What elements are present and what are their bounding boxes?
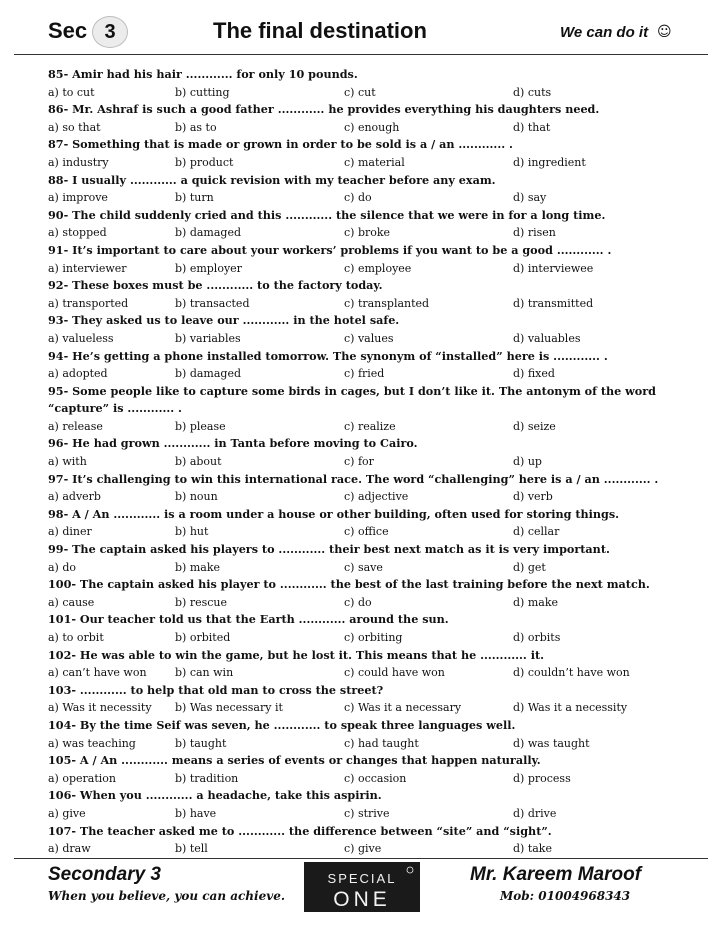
answer-option: a) can’t have won: [48, 666, 147, 680]
answer-option: a) release: [48, 419, 103, 433]
question-item: [48, 647, 688, 682]
motto-text: We can do it: [560, 24, 649, 41]
question-item: [48, 242, 688, 277]
page-title: The final destination: [213, 18, 427, 43]
answer-option: c) adjective: [344, 490, 409, 504]
answer-option: b) cutting: [175, 85, 230, 99]
answer-option: a) transported: [48, 296, 129, 310]
section-label: Sec: [48, 18, 88, 43]
question-text: 87- Something that is made or grown in order to be sold is a / an ............ .: [48, 137, 513, 152]
answer-option: b) transacted: [175, 296, 250, 310]
answer-option: d) was taught: [513, 736, 590, 750]
answer-options: [48, 805, 688, 823]
answer-options: [48, 418, 688, 436]
answer-option: c) employee: [344, 261, 412, 275]
answer-option: b) damaged: [175, 367, 242, 381]
answer-option: d) Was it a necessity: [513, 701, 628, 715]
answer-option: c) orbiting: [344, 631, 403, 644]
question-item: [48, 312, 688, 347]
question-item: [48, 101, 688, 136]
answer-option: d) take: [513, 842, 552, 856]
page-header: [0, 0, 720, 56]
answer-option: b) about: [175, 455, 222, 469]
answer-options: [48, 295, 688, 313]
answer-option: b) please: [175, 419, 226, 433]
answer-option: c) could have won: [344, 666, 445, 680]
answer-option: c) values: [344, 331, 394, 345]
question-text: 95- Some people like to capture some birds in cages, but I don’t like it. The antonym of the word “capture” is ............ .: [48, 383, 656, 416]
question-text: 92- These boxes must be ............ to the factory today.: [48, 278, 383, 293]
answer-option: d) risen: [513, 226, 556, 240]
answer-option: b) noun: [175, 490, 218, 504]
answer-option: a) improve: [48, 191, 108, 205]
question-text: 90- The child suddenly cried and this ............ the silence that we were in for a long time.: [48, 207, 606, 222]
answer-option: d) make: [513, 595, 558, 609]
answer-option: b) variables: [175, 331, 241, 345]
answer-options: [48, 189, 688, 207]
answer-option: a) industry: [48, 155, 109, 169]
answer-option: b) employer: [175, 261, 242, 275]
question-text: 86- Mr. Ashraf is such a good father ............ he provides everything his daughters need.: [48, 102, 600, 117]
answer-option: c) material: [344, 155, 405, 169]
answer-option: b) make: [175, 560, 220, 574]
question-item: [48, 66, 688, 101]
answer-option: c) for: [344, 455, 374, 469]
special-one-logo: [304, 862, 420, 912]
answer-options: [48, 84, 688, 102]
answer-option: a) diner: [48, 525, 92, 539]
answer-option: a) with: [48, 455, 87, 469]
question-text: 97- It’s challenging to win this international race. The word “challenging” here is a / an ............ .: [48, 471, 659, 486]
answer-option: b) tradition: [175, 771, 239, 785]
answer-option: a) so that: [48, 120, 101, 134]
question-item: [48, 752, 688, 787]
answer-option: a) to cut: [48, 85, 95, 99]
answer-options: [48, 330, 688, 348]
question-item: [48, 207, 688, 242]
answer-options: [48, 594, 688, 612]
answer-option: b) Was necessary it: [175, 701, 283, 715]
teacher-phone: Mob: 01004968343: [500, 889, 631, 903]
footer-grade: Secondary 3: [48, 864, 161, 885]
logo-text-bottom: ONE: [333, 888, 391, 911]
answer-options: [48, 365, 688, 383]
question-item: [48, 136, 688, 171]
question-item: [48, 787, 688, 822]
answer-option: b) taught: [175, 736, 227, 750]
answer-option: b) have: [175, 806, 217, 820]
answer-option: c) give: [344, 842, 382, 856]
answer-option: c) strive: [344, 806, 390, 820]
question-item: [48, 541, 688, 576]
answer-option: c) office: [344, 525, 389, 539]
answer-options: [48, 119, 688, 137]
question-item: [48, 506, 688, 541]
question-text: 93- They asked us to leave our ............ in the hotel safe.: [48, 313, 400, 328]
answer-option: a) was teaching: [48, 736, 136, 750]
answer-options: [48, 840, 688, 858]
section-number-badge: 3: [92, 16, 128, 48]
question-text: 100- The captain asked his player to ............ the best of the last training before the next match.: [48, 577, 650, 592]
answer-option: b) as to: [175, 120, 217, 134]
question-text: 98- A / An ............ is a room under a house or other building, often used for storing things.: [48, 506, 620, 521]
answer-options: [48, 453, 688, 471]
question-item: [48, 823, 688, 858]
answer-option: d) drive: [513, 806, 557, 820]
answer-option: d) couldn’t have won: [513, 666, 630, 680]
answer-option: d) transmitted: [513, 296, 594, 310]
question-item: [48, 576, 688, 611]
question-item: [48, 682, 688, 717]
answer-options: [48, 260, 688, 278]
question-text: 99- The captain asked his players to ............ their best next match as it is very important.: [48, 542, 610, 557]
answer-option: a) interviewer: [48, 261, 127, 275]
footer-slogan: When you believe, you can achieve.: [48, 889, 286, 903]
answer-option: c) had taught: [344, 736, 419, 750]
answer-option: a) to orbit: [48, 631, 104, 644]
answer-option: c) realize: [344, 419, 396, 433]
answer-option: b) orbited: [175, 631, 231, 644]
question-text: 88- I usually ............ a quick revision with my teacher before any exam.: [48, 172, 496, 187]
answer-option: c) do: [344, 595, 372, 609]
answer-options: [48, 224, 688, 242]
question-item: [48, 383, 688, 436]
answer-option: b) damaged: [175, 226, 242, 240]
answer-option: a) draw: [48, 842, 91, 856]
answer-options: [48, 735, 688, 753]
answer-option: c) cut: [344, 85, 376, 99]
answer-option: d) cuts: [513, 85, 552, 99]
answer-option: b) rescue: [175, 595, 227, 609]
answer-option: c) do: [344, 191, 372, 205]
answer-option: d) that: [513, 120, 551, 134]
answer-option: c) Was it a necessary: [344, 701, 462, 715]
question-item: [48, 348, 688, 383]
answer-option: b) tell: [175, 842, 208, 856]
answer-option: d) say: [513, 191, 547, 205]
answer-option: d) get: [513, 560, 546, 574]
answer-option: d) interviewee: [513, 261, 594, 275]
answer-option: a) adverb: [48, 490, 101, 504]
question-list: [48, 66, 688, 858]
answer-option: d) fixed: [513, 367, 555, 381]
answer-option: d) seize: [513, 419, 556, 433]
question-item: [48, 172, 688, 207]
answer-option: a) operation: [48, 771, 116, 785]
answer-options: [48, 523, 688, 541]
question-text: 106- When you ............ a headache, take this aspirin.: [48, 788, 382, 803]
answer-option: d) up: [513, 455, 542, 469]
answer-option: a) cause: [48, 595, 95, 609]
answer-options: [48, 699, 688, 717]
question-item: [48, 471, 688, 506]
answer-options: [48, 629, 688, 647]
question-text: 94- He’s getting a phone installed tomorrow. The synonym of “installed” here is ............ .: [48, 348, 608, 363]
question-text: 104- By the time Seif was seven, he ............ to speak three languages well.: [48, 717, 516, 732]
answer-option: b) turn: [175, 191, 214, 205]
teacher-name: Mr. Kareem Maroof: [470, 864, 642, 885]
answer-option: a) valueless: [48, 331, 114, 345]
question-item: [48, 717, 688, 752]
answer-options: [48, 154, 688, 172]
answer-options: [48, 559, 688, 577]
answer-options: [48, 664, 688, 682]
footer-divider: [14, 858, 708, 859]
answer-option: a) give: [48, 806, 86, 820]
answer-option: b) can win: [175, 666, 234, 680]
question-text: 103- ............ to help that old man to cross the street?: [48, 682, 384, 697]
logo-text-top: SPECIAL: [327, 871, 397, 886]
answer-option: d) orbits: [513, 631, 561, 644]
question-item: [48, 435, 688, 470]
question-text: 105- A / An ............ means a series of events or changes that happen naturally.: [48, 753, 541, 768]
question-text: 91- It’s important to care about your workers’ problems if you want to be a good ............ .: [48, 242, 612, 257]
question-item: [48, 277, 688, 312]
answer-option: c) save: [344, 560, 383, 574]
answer-option: c) occasion: [344, 771, 407, 785]
question-item: [48, 611, 688, 646]
question-text: 96- He had grown ............ in Tanta before moving to Cairo.: [48, 436, 418, 451]
question-text: 85- Amir had his hair ............ for only 10 pounds.: [48, 67, 358, 81]
question-text: 107- The teacher asked me to ............ the difference between “site” and “sight”.: [48, 823, 552, 838]
answer-option: d) valuables: [513, 331, 581, 345]
answer-option: c) broke: [344, 226, 391, 240]
answer-option: b) product: [175, 155, 234, 169]
answer-option: d) cellar: [513, 525, 560, 539]
answer-option: d) verb: [513, 490, 553, 504]
header-divider: [14, 54, 708, 55]
answer-option: a) adopted: [48, 367, 108, 381]
answer-option: d) process: [513, 771, 571, 785]
answer-option: a) do: [48, 560, 77, 574]
answer-options: [48, 488, 688, 506]
answer-option: a) stopped: [48, 226, 107, 240]
answer-options: [48, 770, 688, 788]
answer-option: c) transplanted: [344, 296, 430, 310]
answer-option: b) hut: [175, 525, 209, 539]
question-text: 101- Our teacher told us that the Earth ............ around the sun.: [48, 612, 449, 627]
question-text: 102- He was able to win the game, but he lost it. This means that he ............ it.: [48, 647, 545, 662]
answer-option: c) fried: [344, 367, 385, 381]
answer-option: c) enough: [344, 120, 400, 134]
answer-option: a) Was it necessity: [48, 701, 152, 715]
smiley-icon: ☺: [657, 24, 672, 40]
answer-option: d) ingredient: [513, 155, 586, 169]
